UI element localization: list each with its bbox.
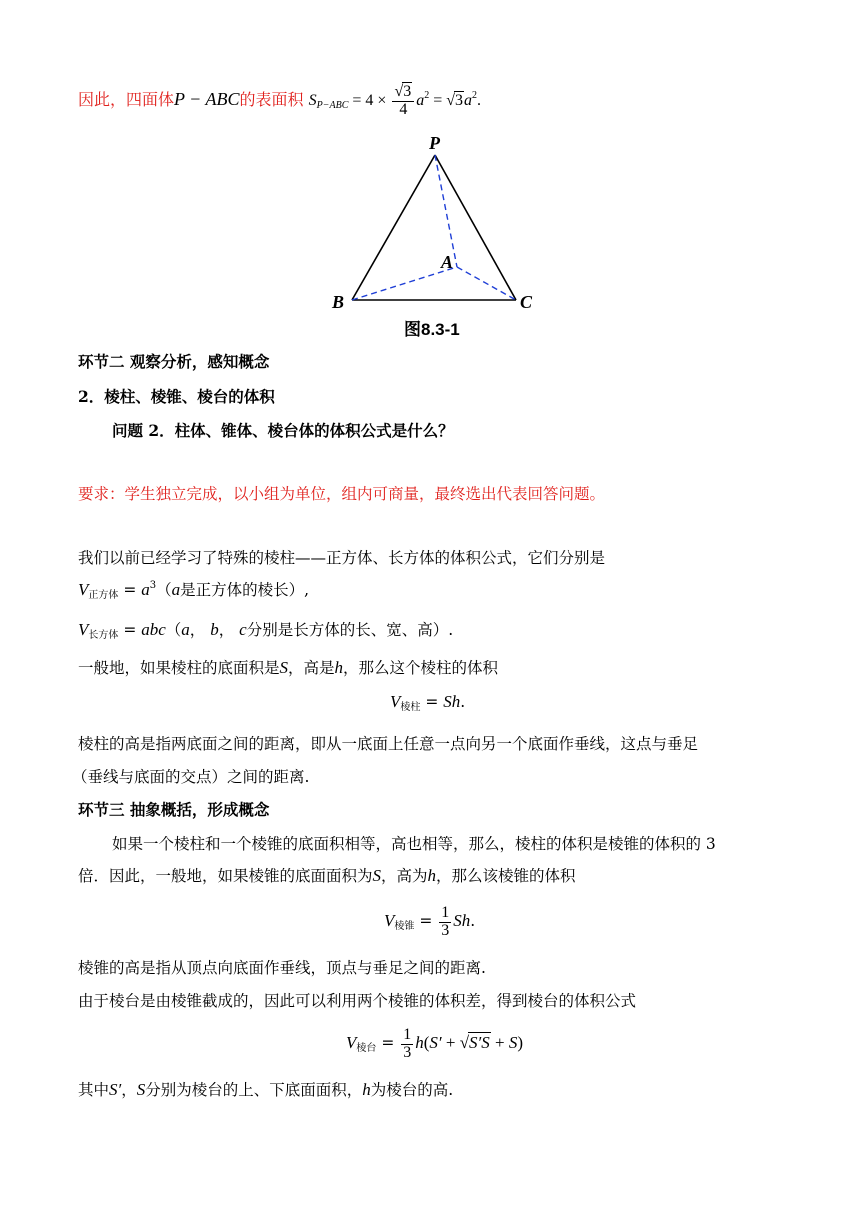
section-3-title: 环节三 抽象概括，形成概念 bbox=[78, 800, 270, 819]
surface-area-subscript: P−ABC bbox=[316, 100, 349, 111]
cube-note-a: a bbox=[171, 580, 181, 599]
pyramid-volume-formula: $V_{棱锥}$ = $\frac{1}{3}$ Sh. bbox=[384, 903, 476, 939]
general-prism-line bbox=[78, 656, 498, 678]
cuboid-note: 分别是长方体的长、宽、高）. bbox=[246, 621, 454, 639]
fraction-denominator: 4 bbox=[399, 100, 408, 118]
vertex-label-p: P bbox=[429, 133, 440, 153]
section-2-title: 环节二 观察分析，感知概念 bbox=[78, 352, 270, 371]
tetrahedron-name: P − ABC bbox=[174, 89, 240, 109]
coefficient-four: 4 bbox=[365, 92, 374, 109]
prism-formula-v: V bbox=[390, 692, 401, 711]
pyramid-base-s: S bbox=[372, 866, 382, 885]
pyramid-height-h: h bbox=[427, 866, 437, 885]
prism-text-2: ，高是 bbox=[288, 659, 335, 677]
intro-middle: 的表面积 bbox=[239, 90, 304, 109]
cube-volume-subscript: 正方体 bbox=[88, 590, 119, 601]
pyramid-text-1: 倍．因此，一般地，如果棱锥的底面面积为 bbox=[78, 867, 373, 885]
intro-end-period: . bbox=[477, 92, 482, 109]
pyramid-text-3: ，那么该棱锥的体积 bbox=[436, 867, 576, 885]
cuboid-volume-subscript: 长方体 bbox=[88, 630, 119, 641]
pyramid-paragraph-line-1: 如果一个棱柱和一个棱锥的底面积相等，高也相等，那么，棱柱的体积是棱锥的体积的 3 bbox=[112, 835, 716, 853]
surface-area-line bbox=[78, 76, 481, 116]
requirement-text: 要求：学生独立完成，以小组为单位，组内可商量，最终选出代表回答问题。 bbox=[78, 485, 606, 503]
cube-volume-rhs: a bbox=[141, 580, 150, 599]
tetrahedron-figure bbox=[320, 128, 550, 346]
one-third-fraction bbox=[439, 905, 451, 940]
prism-formula-rhs: Sh bbox=[443, 692, 461, 711]
frustum-volume-formula: $V_{棱台}$ = $\frac{1}{3}$ h(S′ + √S′S + S) bbox=[346, 1025, 524, 1061]
frustum-root-radicand: S′S bbox=[469, 1033, 490, 1052]
edge-pa-hidden bbox=[435, 155, 457, 267]
cuboid-note-c: c bbox=[239, 620, 247, 639]
prism-text-1: 一般地，如果棱柱的底面积是 bbox=[78, 659, 280, 677]
vertex-label-a: A bbox=[441, 252, 454, 272]
pyramid-formula-rhs: Sh bbox=[453, 911, 471, 930]
final-lower-area: S bbox=[136, 1080, 146, 1099]
frustum-fraction-denominator: 3 bbox=[403, 1043, 412, 1061]
cuboid-volume-rhs: abc bbox=[141, 620, 166, 639]
cube-exponent: 3 bbox=[149, 580, 157, 591]
variable-a: a bbox=[416, 92, 425, 109]
final-height-h: h bbox=[362, 1080, 371, 1099]
surface-area-formula: $S_{P-ABC} = 4$ × $\frac{√3}{4}$ $a^2 = √3a^2$. bbox=[308, 83, 482, 118]
pyramid-formula-v: V bbox=[384, 911, 395, 930]
figure-caption: 图8.3-1 bbox=[404, 320, 460, 339]
pyramid-formula-subscript: 棱锥 bbox=[394, 921, 415, 932]
paragraph-special-prisms: 我们以前已经学习了特殊的棱柱——正方体、长方体的体积公式，它们分别是 bbox=[78, 549, 606, 567]
cuboid-note-a: a bbox=[181, 620, 190, 639]
pyramid-formula-end: . bbox=[470, 912, 476, 930]
cube-note-open: （ bbox=[156, 581, 172, 599]
frustum-intro: 由于棱台是由棱锥截成的，因此可以利用两个棱锥的体积差，得到棱台的体积公式 bbox=[78, 992, 637, 1010]
frustum-formula-subscript: 棱台 bbox=[356, 1043, 377, 1054]
final-text-2: ， bbox=[121, 1081, 137, 1099]
sqrt3-over-4-fraction: $\frac{√3}{4}$ bbox=[392, 84, 414, 119]
cube-note: 是正方体的棱长）, bbox=[180, 581, 310, 599]
vertex-label-c: C bbox=[520, 292, 533, 312]
one-third-numerator: 1 bbox=[441, 903, 450, 921]
prism-base-s: S bbox=[279, 658, 289, 677]
vertex-label-b: B bbox=[332, 292, 345, 312]
final-upper-area: S′ bbox=[109, 1080, 122, 1099]
cube-volume-line: $V_{正方体} = a^3(a$是正方体的棱长）, bbox=[78, 580, 310, 601]
frustum-height-h: h bbox=[415, 1033, 424, 1052]
frustum-formula-v: V bbox=[346, 1033, 357, 1052]
frustum-lower-area: S bbox=[508, 1033, 518, 1052]
final-text-3: 分别为棱台的上、下底面面积， bbox=[145, 1081, 363, 1099]
pyramid-paragraph-line-2 bbox=[78, 864, 576, 886]
prism-volume-formula: $V_{棱柱} = Sh$. bbox=[390, 692, 466, 713]
exponent-two: 2 bbox=[424, 90, 430, 101]
volume-heading: 2．棱柱、棱锥、棱台的体积 bbox=[78, 387, 275, 406]
final-text-4: 为棱台的高. bbox=[370, 1081, 454, 1099]
sqrt3-radicand: 3 bbox=[403, 83, 412, 101]
prism-height-definition-2: （垂线与底面的交点）之间的距离. bbox=[72, 768, 310, 786]
pyramid-text-2: ，高为 bbox=[381, 867, 428, 885]
prism-height-definition-1: 棱柱的高是指两底面之间的距离，即从一底面上任意一点向另一个底面作垂线，这点与垂足 bbox=[78, 735, 699, 753]
prism-formula-end: . bbox=[460, 693, 466, 711]
prism-text-3: ，那么这个棱柱的体积 bbox=[343, 659, 499, 677]
cuboid-note-b: b bbox=[210, 620, 219, 639]
frustum-fraction-numerator: 1 bbox=[403, 1025, 412, 1043]
edge-pc bbox=[435, 155, 516, 300]
final-text-1: 其中 bbox=[78, 1081, 110, 1099]
intro-prefix: 因此，四面体 bbox=[78, 90, 175, 109]
one-third-denominator: 3 bbox=[441, 921, 450, 939]
frustum-upper-area: S′ bbox=[429, 1033, 442, 1052]
cube-volume-v: V bbox=[78, 580, 89, 599]
prism-formula-subscript: 棱柱 bbox=[400, 702, 421, 713]
frustum-one-third-fraction bbox=[401, 1027, 413, 1062]
pyramid-height-definition: 棱锥的高是指从顶点向底面作垂线，顶点与垂足之间的距离. bbox=[78, 959, 486, 977]
cuboid-volume-line: $V_{长方体} = abc(a$， b， c分别是长方体的长、宽、高）. bbox=[78, 620, 454, 641]
prism-height-h: h bbox=[334, 658, 344, 677]
question-2: 问题 2．柱体、锥体、棱台体的体积公式是什么？ bbox=[112, 421, 454, 440]
cuboid-note-open: （ bbox=[165, 621, 182, 639]
frustum-final-line bbox=[78, 1078, 453, 1100]
cuboid-volume-v: V bbox=[78, 620, 89, 639]
